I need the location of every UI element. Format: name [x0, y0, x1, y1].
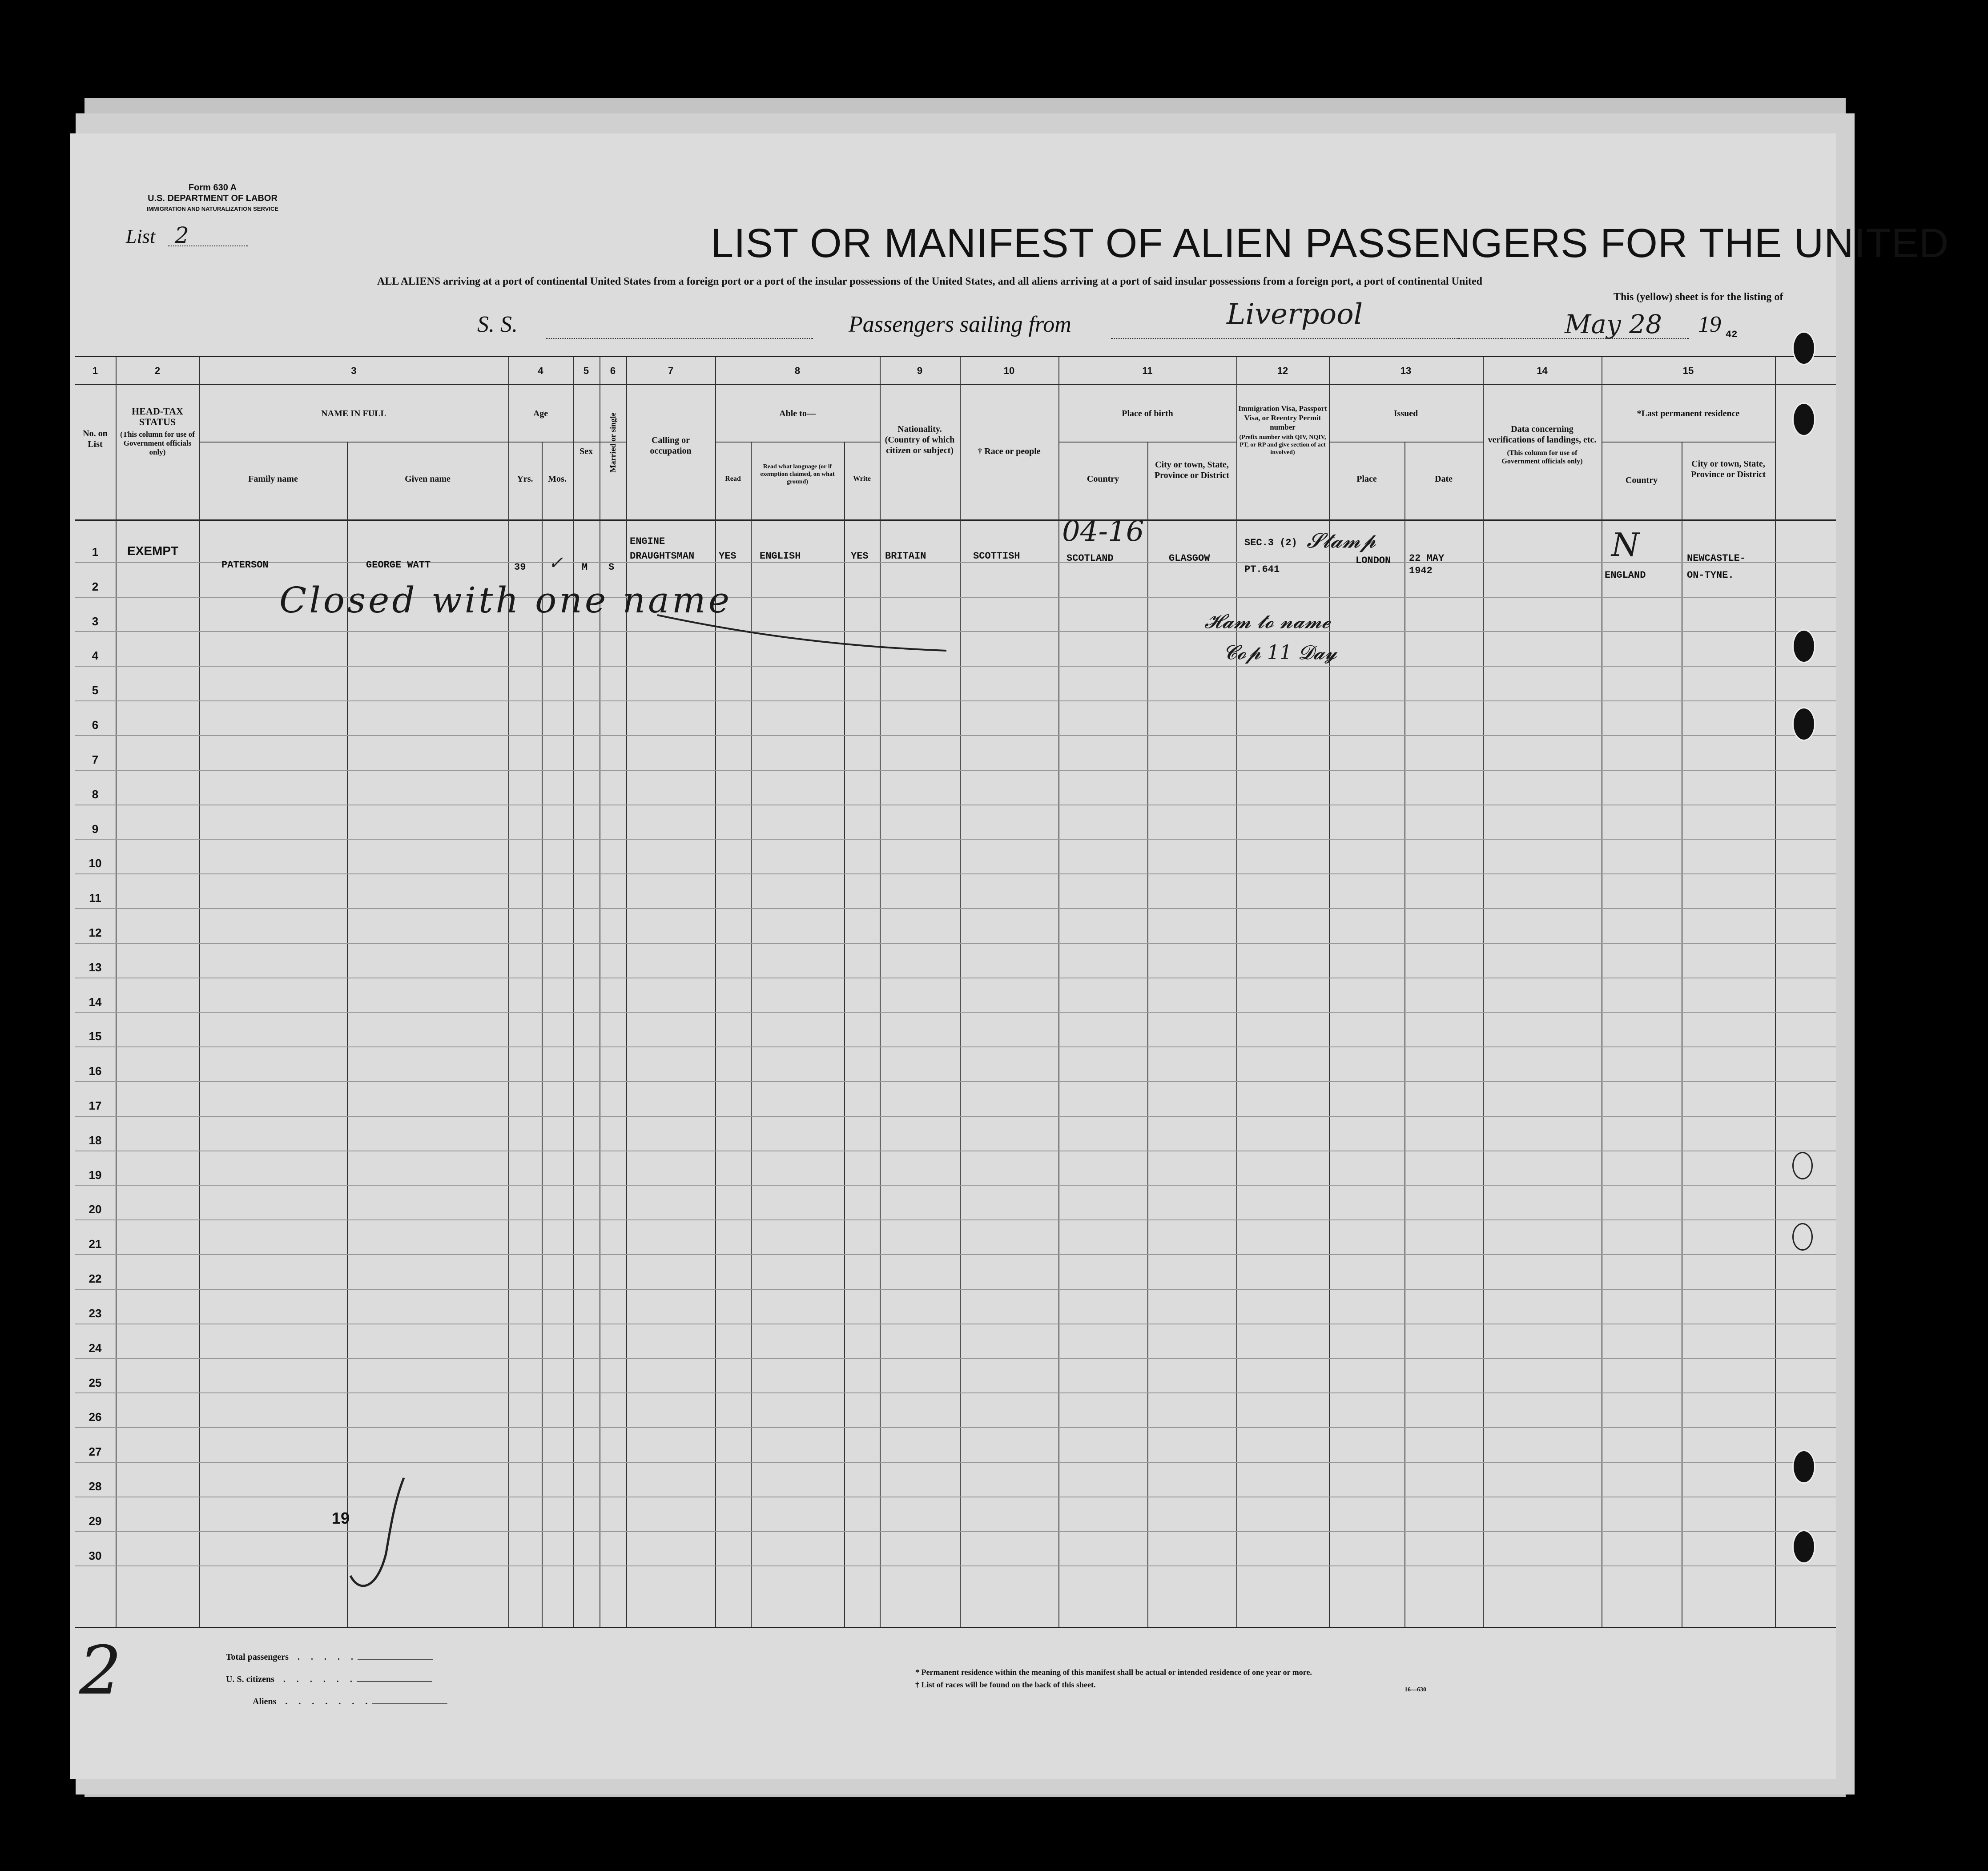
colnum-1: 1	[92, 365, 98, 376]
entry-age-mark: ✓	[548, 553, 563, 573]
row-line	[75, 1531, 1836, 1532]
row-line	[75, 1565, 1836, 1566]
entry-visa-signature: 𝓢𝓽𝓪𝓶𝓹	[1307, 528, 1376, 552]
year-prefix: 19	[1698, 312, 1721, 337]
footer-citizens-label: U. S. citizens	[226, 1674, 274, 1684]
colnum-12: 12	[1277, 365, 1288, 376]
form-number: Form 630 A	[188, 183, 237, 193]
entry-occupation-2: DRAUGHTSMAN	[630, 551, 695, 562]
entry-read: YES	[719, 551, 736, 562]
row-line	[75, 1254, 1836, 1255]
manifest-subtitle: ALL ALIENS arriving at a port of continental United States from a foreign port or a port of the insular possessions of the United States, and all aliens arriving at a port of said insular possessions from a foreign port, a port of continental United	[377, 276, 1482, 287]
sailing-label: Passengers sailing from	[849, 312, 1071, 337]
entry-issued-place: LONDON	[1356, 555, 1391, 566]
row-line	[75, 1012, 1836, 1013]
list-value: 2	[175, 222, 189, 248]
margin-check	[342, 1473, 413, 1602]
row-number: 20	[89, 1203, 102, 1216]
hdr-res-country: Country	[1625, 475, 1658, 485]
department: U.S. DEPARTMENT OF LABOR	[148, 193, 278, 203]
colnum-2: 2	[154, 365, 161, 376]
entry-age: 39	[514, 562, 526, 573]
bottom-mark: 2	[79, 1632, 122, 1710]
row-line	[75, 1046, 1836, 1047]
hdr-sex: Sex	[579, 447, 593, 456]
list-field	[126, 222, 241, 248]
margin-number: 19	[332, 1509, 350, 1527]
colnum-7: 7	[668, 365, 674, 376]
row-number: 27	[89, 1445, 102, 1459]
binder-hole	[1792, 1152, 1813, 1179]
footer-total: Total passengers . . . . .	[226, 1652, 433, 1662]
row-number: 26	[89, 1410, 102, 1424]
row-number: 10	[89, 857, 102, 870]
hdr-name-in-full: NAME IN FULL	[321, 409, 386, 418]
hdr-res-city: City or town, State, Province or District	[1690, 459, 1766, 479]
row-line	[75, 562, 1836, 563]
hdr-last-residence: *Last permanent residence	[1637, 409, 1740, 418]
entry-race: SCOTTISH	[973, 551, 1020, 562]
hdr-birth-city: City or town, State, Province or District	[1154, 460, 1230, 480]
hdr-given-name: Given name	[405, 474, 451, 484]
row-line	[75, 1081, 1836, 1082]
colnum-10: 10	[1003, 365, 1015, 376]
closed-stroke	[653, 606, 955, 660]
entry-res-city-1: NEWCASTLE-	[1687, 553, 1746, 564]
hdr-issued: Issued	[1393, 409, 1418, 418]
row-line	[75, 631, 1836, 632]
binder-hole	[1792, 1530, 1815, 1564]
colnum-6: 6	[610, 365, 616, 376]
hdr-able-to: Able to—	[779, 409, 816, 418]
row-line	[75, 700, 1836, 701]
hdr-data-title: Data concerning verifications of landings, etc.	[1488, 424, 1597, 445]
sailing-underline	[1111, 338, 1502, 339]
row-number: 16	[89, 1064, 102, 1078]
visa-handwritten-note: 𝓗𝓪𝓶 𝓽𝓸 𝓷𝓪𝓶𝓮 𝓒𝓸𝓹 11 𝓓𝓪𝔂	[1204, 610, 1337, 664]
entry-head-tax: EXEMPT	[127, 544, 179, 558]
closed-annotation: Closed with one name	[279, 579, 732, 621]
hdr-visa-title: Immigration Visa, Passport Visa, or Reentry Permit number	[1238, 404, 1327, 431]
row-number: 4	[92, 649, 99, 663]
row-number: 11	[89, 891, 101, 905]
manifest-title: LIST OR MANIFEST OF ALIEN PASSENGERS FOR THE UNITED	[711, 221, 1949, 266]
entry-sex: M	[582, 562, 588, 573]
row-line	[75, 1289, 1836, 1290]
row-number: 3	[92, 614, 99, 628]
row-number: 2	[92, 579, 99, 593]
row-line	[75, 1462, 1836, 1463]
row-number: 5	[92, 684, 99, 697]
row-number: 12	[89, 925, 102, 939]
footer-total-label: Total passengers	[226, 1652, 289, 1662]
colnum-14: 14	[1537, 365, 1548, 376]
hdr-calling: Calling or occupation	[650, 435, 692, 456]
row-line	[75, 1116, 1836, 1117]
row-number: 24	[89, 1341, 102, 1355]
hdr-read-what: Read what language (or if exemption claimed, on what ground)	[760, 463, 835, 485]
footer-note-2: † List of races will be found on the back of this sheet.	[915, 1680, 1096, 1689]
hdr-age: Age	[533, 409, 548, 418]
hdr-no-on-list: No. on List	[83, 429, 108, 449]
row-number: 22	[89, 1272, 102, 1286]
footer-code: 16—630	[1404, 1686, 1426, 1693]
entry-res-country: ENGLAND	[1605, 570, 1646, 581]
row-line	[75, 1219, 1836, 1220]
hdr-head-tax	[119, 406, 196, 457]
row-number: 8	[92, 787, 99, 801]
hdr-write: Write	[853, 475, 871, 483]
entry-issued-date-1: 22 MAY	[1409, 553, 1445, 564]
sailing-place: Liverpool	[1227, 298, 1363, 331]
binder-hole	[1792, 402, 1815, 436]
colnum-15: 15	[1682, 365, 1694, 376]
entry-nationality: BRITAIN	[885, 551, 926, 562]
entry-visa-1: SEC.3 (2)	[1244, 537, 1297, 548]
row-number: 18	[89, 1133, 102, 1147]
sailing-date: May 28	[1565, 309, 1662, 339]
colnum-13: 13	[1400, 365, 1412, 376]
row-numbers	[75, 519, 1836, 1627]
row-number: 9	[92, 822, 99, 836]
hdr-mos: Mos.	[548, 474, 567, 484]
entry-marital: S	[608, 562, 615, 573]
colnum-8: 8	[794, 365, 801, 376]
row-number: 7	[92, 752, 99, 766]
entry-visa-2: PT.641	[1244, 564, 1280, 575]
row-number: 15	[89, 1030, 102, 1043]
footer-aliens: Aliens . . . . . . .	[253, 1697, 447, 1707]
row-number: 28	[89, 1479, 102, 1493]
entry-language: ENGLISH	[760, 551, 801, 562]
row-line	[75, 839, 1836, 840]
binder-hole	[1792, 1450, 1815, 1484]
row-number: 23	[89, 1306, 102, 1320]
row-line	[75, 735, 1836, 736]
colnum-3: 3	[351, 365, 357, 376]
hdr-data-concerning	[1487, 424, 1597, 466]
list-label: List	[126, 225, 156, 247]
row-number: 14	[89, 995, 102, 1009]
entry-res-city-2: ON-TYNE.	[1687, 570, 1734, 581]
row-line	[75, 1358, 1836, 1359]
binder-hole	[1792, 629, 1815, 663]
entry-occupation-1: ENGINE	[630, 536, 665, 547]
row-line	[75, 770, 1836, 771]
entry-handwritten-code: 04-16	[1062, 515, 1144, 548]
hdr-read: Read	[725, 475, 741, 483]
hdr-head-tax-note: (This column for use of Government officials only)	[120, 430, 195, 456]
hdr-yrs: Yrs.	[517, 474, 533, 484]
date-underline	[1458, 338, 1689, 339]
row-line	[75, 1427, 1836, 1428]
hdr-head-tax-title: HEAD-TAX STATUS	[132, 406, 183, 427]
row-number: 29	[89, 1514, 102, 1528]
entry-given-name: GEORGE WATT	[366, 559, 431, 571]
footer-note-1: * Permanent residence within the meaning of this manifest shall be actual or intended residence of one year or more.	[915, 1668, 1312, 1677]
colnum-5: 5	[583, 365, 589, 376]
row-number: 30	[89, 1549, 102, 1562]
manifest-table	[75, 356, 1836, 1628]
ss-label: S. S.	[477, 312, 518, 337]
entry-birth-country: SCOTLAND	[1066, 553, 1114, 564]
row-number: 17	[89, 1099, 102, 1112]
entry-handwritten-n: N	[1611, 526, 1639, 563]
service: IMMIGRATION AND NATURALIZATION SERVICE	[146, 205, 279, 212]
hdr-race: † Race or people	[978, 447, 1041, 456]
ss-underline	[546, 338, 813, 339]
row-number: 1	[92, 545, 99, 559]
year-suffix: 42	[1726, 329, 1738, 340]
binder-hole	[1792, 331, 1815, 365]
row-number: 13	[89, 960, 102, 974]
hdr-issued-date: Date	[1435, 474, 1453, 484]
hdr-married: Married or single	[608, 412, 617, 473]
manifest-subtitle-2: This (yellow) sheet is for the listing of	[1614, 291, 1783, 303]
row-line	[75, 666, 1836, 667]
footer-aliens-label: Aliens	[253, 1697, 277, 1706]
row-number: 19	[89, 1168, 102, 1182]
footer-citizens: U. S. citizens . . . . . .	[226, 1674, 432, 1685]
row-number: 6	[92, 718, 99, 732]
hdr-data-note: (This column for use of Government officials only)	[1501, 449, 1583, 465]
hdr-nationality: Nationality. (Country of which citizen or subject)	[885, 424, 955, 455]
entry-issued-date-2: 1942	[1409, 565, 1433, 576]
hdr-visa	[1238, 404, 1327, 456]
colnum-11: 11	[1142, 365, 1153, 376]
row-line	[75, 908, 1836, 909]
entry-write: YES	[851, 551, 869, 562]
row-line	[75, 1185, 1836, 1186]
binder-hole	[1792, 1223, 1813, 1251]
entry-birth-city: GLASGOW	[1169, 553, 1210, 564]
row-number: 25	[89, 1376, 102, 1389]
row-line	[75, 943, 1836, 944]
colnum-9: 9	[917, 365, 923, 376]
hdr-issued-place: Place	[1356, 474, 1377, 484]
colnum-4: 4	[538, 365, 543, 376]
entry-family-name: PATERSON	[221, 559, 269, 571]
form-id	[137, 182, 288, 214]
hdr-birth-country: Country	[1087, 474, 1119, 484]
row-number: 21	[89, 1237, 102, 1251]
hdr-place-of-birth: Place of birth	[1122, 409, 1173, 418]
hdr-visa-note: (Prefix number with QIV, NQIV, PT, or RP and give section of act involved)	[1239, 434, 1326, 456]
binder-hole	[1792, 707, 1815, 741]
row-line	[75, 873, 1836, 874]
hdr-family-name: Family name	[248, 474, 298, 484]
manifest-sheet	[70, 133, 1949, 1779]
row-line	[75, 1392, 1836, 1393]
